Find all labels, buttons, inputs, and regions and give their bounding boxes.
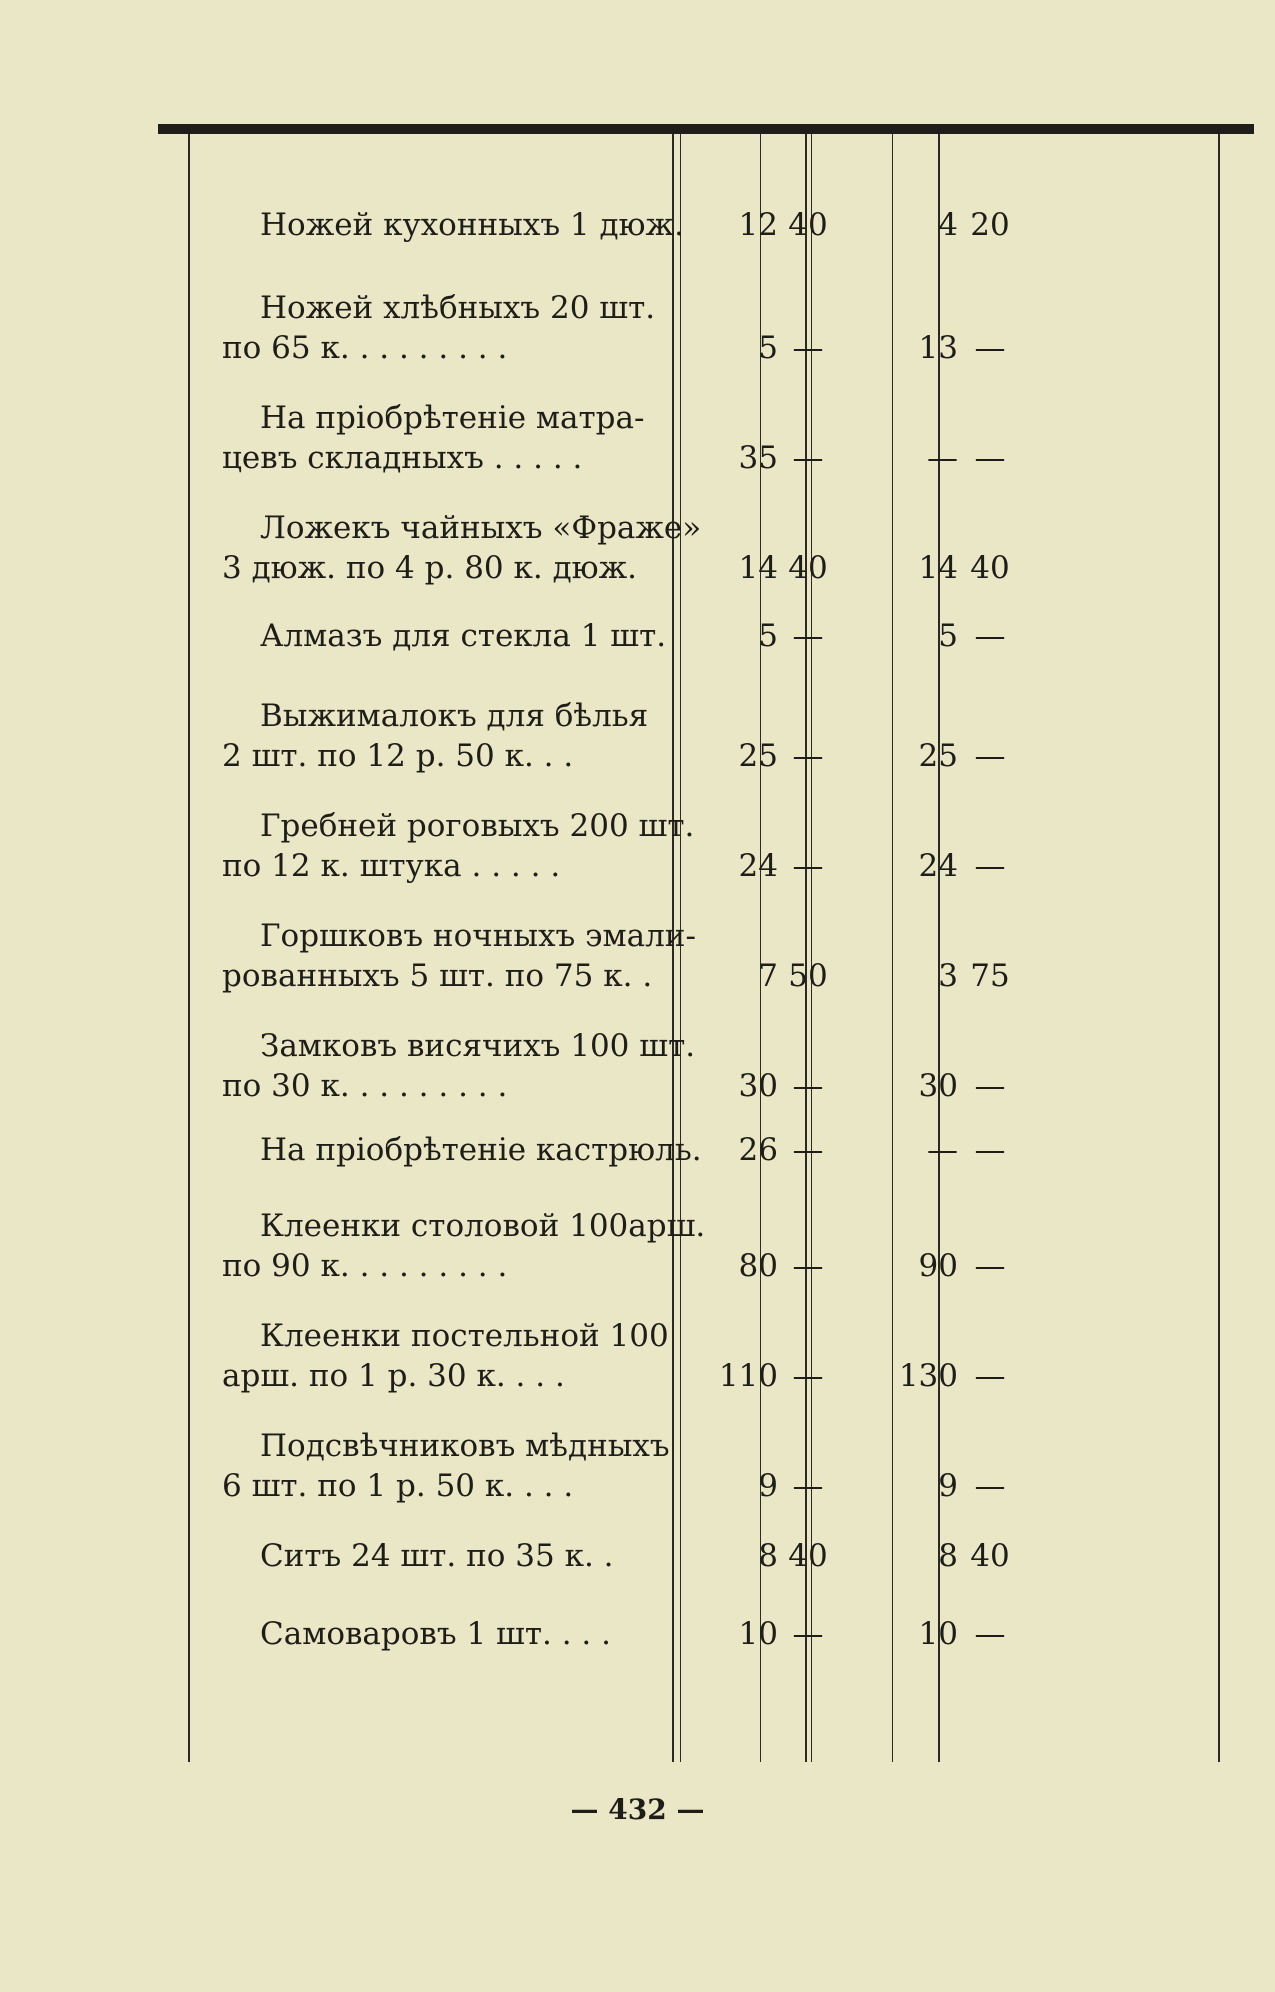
item-description-line: 3 дюж. по 4 р. 80 к. дюж.: [222, 550, 638, 586]
rubles-estimate-cell: 110: [718, 1358, 778, 1394]
item-description-line: 2 шт. по 12 р. 50 к. . .: [222, 738, 574, 774]
kopecks-estimate-cell: 40: [788, 1538, 828, 1574]
item-description-line: по 30 к. . . . . . . . .: [222, 1068, 508, 1104]
rubles-estimate-cell: 30: [738, 1068, 778, 1104]
rubles-estimate-cell: 12: [738, 207, 778, 243]
item-description-line: Ситъ 24 шт. по 35 к. .: [260, 1538, 614, 1574]
item-description-line: по 12 к. штука . . . . .: [222, 848, 561, 884]
table-row: [190, 1316, 1275, 1416]
rubles-actual-cell: 130: [898, 1358, 958, 1394]
kopecks-actual-cell: —: [974, 1248, 1006, 1284]
table-row: [190, 1614, 1275, 1714]
rubles-estimate-cell: 80: [738, 1248, 778, 1284]
rubles-actual-cell: —: [927, 440, 958, 476]
rubles-estimate-cell: 5: [758, 618, 778, 654]
item-description-line: Ножей кухонныхъ 1 дюж.: [260, 207, 684, 243]
kopecks-estimate-cell: —: [792, 330, 824, 366]
table-row: [190, 696, 1275, 796]
kopecks-actual-cell: 75: [970, 958, 1010, 994]
item-description-line: На пріобрѣтеніе кастрюль.: [260, 1132, 702, 1168]
rubles-actual-cell: 3: [938, 958, 958, 994]
kopecks-actual-cell: 40: [970, 550, 1010, 586]
item-description-line: Клеенки постельной 100: [260, 1318, 669, 1354]
rubles-estimate-cell: 10: [738, 1616, 778, 1652]
table-row: [190, 398, 1275, 498]
rubles-estimate-cell: 26: [738, 1132, 778, 1168]
rubles-actual-cell: 5: [938, 618, 958, 654]
rubles-actual-cell: —: [927, 1132, 958, 1168]
rubles-estimate-cell: 35: [738, 440, 778, 476]
rubles-estimate-cell: 24: [738, 848, 778, 884]
kopecks-actual-cell: —: [974, 618, 1006, 654]
kopecks-actual-cell: —: [974, 330, 1006, 366]
rubles-actual-cell: 8: [938, 1538, 958, 1574]
kopecks-estimate-cell: 50: [788, 958, 828, 994]
kopecks-actual-cell: —: [974, 738, 1006, 774]
kopecks-estimate-cell: —: [792, 738, 824, 774]
rubles-actual-cell: 30: [918, 1068, 958, 1104]
item-description-line: Гребней роговыхъ 200 шт.: [260, 808, 695, 844]
kopecks-estimate-cell: —: [792, 618, 824, 654]
kopecks-estimate-cell: —: [792, 1248, 824, 1284]
item-description-line: рованныхъ 5 шт. по 75 к. .: [222, 958, 653, 994]
item-description-line: Алмазъ для стекла 1 шт.: [260, 618, 667, 654]
page-number: — 432 —: [570, 1793, 705, 1826]
table-row: [190, 288, 1275, 388]
rubles-actual-cell: 10: [918, 1616, 958, 1652]
item-description-line: цевъ складныхъ . . . . .: [222, 440, 583, 476]
kopecks-actual-cell: —: [974, 1132, 1006, 1168]
item-description-line: по 65 к. . . . . . . . .: [222, 330, 508, 366]
item-description-line: Самоваровъ 1 шт. . . .: [260, 1616, 611, 1652]
table-row: [190, 916, 1275, 1016]
item-description-line: Ножей хлѣбныхъ 20 шт.: [260, 290, 656, 326]
rubles-actual-cell: 13: [918, 330, 958, 366]
kopecks-estimate-cell: 40: [788, 207, 828, 243]
item-description-line: по 90 к. . . . . . . . .: [222, 1248, 508, 1284]
table-row: [190, 1206, 1275, 1306]
item-description-line: Ложекъ чайныхъ «Фраже»: [260, 510, 702, 546]
kopecks-actual-cell: —: [974, 848, 1006, 884]
item-description-line: Горшковъ ночныхъ эмали-: [260, 918, 696, 954]
kopecks-actual-cell: 20: [970, 207, 1010, 243]
item-description-line: Подсвѣчниковъ мѣдныхъ: [260, 1428, 670, 1464]
rubles-actual-cell: 25: [918, 738, 958, 774]
kopecks-actual-cell: —: [974, 1068, 1006, 1104]
rubles-estimate-cell: 5: [758, 330, 778, 366]
kopecks-actual-cell: —: [974, 1358, 1006, 1394]
rubles-estimate-cell: 9: [758, 1468, 778, 1504]
rubles-actual-cell: 24: [918, 848, 958, 884]
item-description-line: Выжималокъ для бѣлья: [260, 698, 649, 734]
table-row: [190, 508, 1275, 608]
rubles-actual-cell: 9: [938, 1468, 958, 1504]
rubles-estimate-cell: 25: [738, 738, 778, 774]
kopecks-estimate-cell: —: [792, 1068, 824, 1104]
item-description-line: Замковъ висячихъ 100 шт.: [260, 1028, 696, 1064]
kopecks-actual-cell: 40: [970, 1538, 1010, 1574]
item-description-line: арш. по 1 р. 30 к. . . .: [222, 1358, 565, 1394]
table-row: [190, 806, 1275, 906]
rubles-estimate-cell: 14: [738, 550, 778, 586]
kopecks-actual-cell: —: [974, 440, 1006, 476]
rubles-estimate-cell: 7: [758, 958, 778, 994]
kopecks-estimate-cell: —: [792, 1468, 824, 1504]
table-row: [190, 1026, 1275, 1126]
item-description-line: 6 шт. по 1 р. 50 к. . . .: [222, 1468, 574, 1504]
rubles-actual-cell: 4: [938, 207, 958, 243]
kopecks-estimate-cell: —: [792, 848, 824, 884]
kopecks-actual-cell: —: [974, 1616, 1006, 1652]
item-description-line: На пріобрѣтеніе матра-: [260, 400, 645, 436]
kopecks-estimate-cell: —: [792, 1358, 824, 1394]
item-description-line: Клеенки столовой 100арш.: [260, 1208, 706, 1244]
kopecks-actual-cell: —: [974, 1468, 1006, 1504]
kopecks-estimate-cell: —: [792, 440, 824, 476]
top-rule: [158, 124, 1254, 134]
rubles-actual-cell: 90: [918, 1248, 958, 1284]
kopecks-estimate-cell: —: [792, 1132, 824, 1168]
rubles-actual-cell: 14: [918, 550, 958, 586]
rubles-estimate-cell: 8: [758, 1538, 778, 1574]
kopecks-estimate-cell: —: [792, 1616, 824, 1652]
kopecks-estimate-cell: 40: [788, 550, 828, 586]
table-row: [190, 1426, 1275, 1526]
